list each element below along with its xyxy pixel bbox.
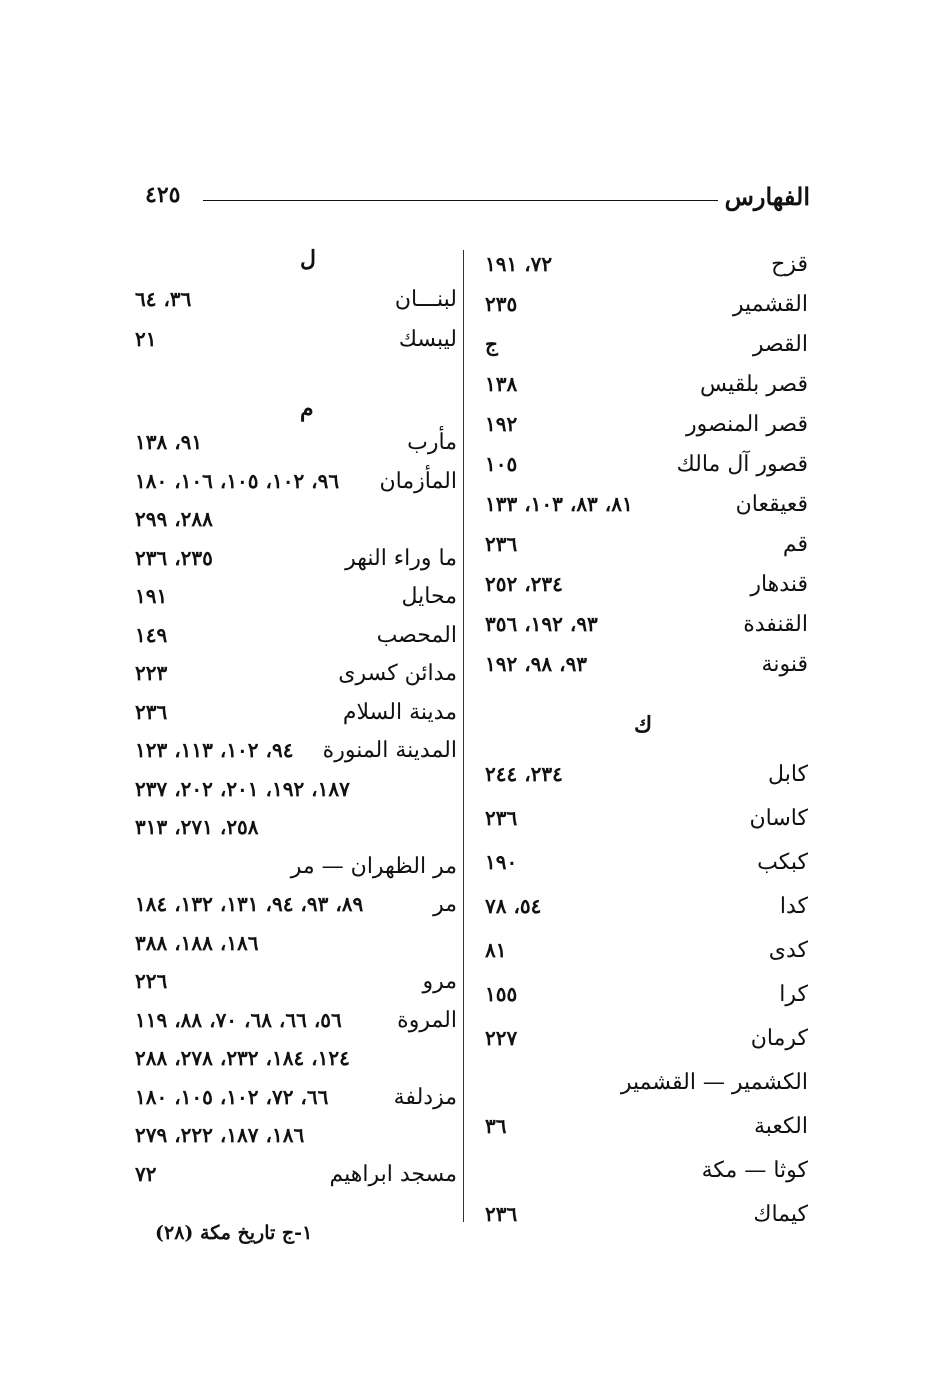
entry-name: القنفدة [743,612,808,637]
header-title: الفهارس [724,182,810,211]
index-entry [485,762,808,802]
entry-pages: ٧٢، ١٩١ [485,252,553,276]
index-entry [485,492,808,532]
entry-pages: ٢٣٦ [485,532,518,556]
index-entry [485,372,808,412]
entry-pages: ٢٣٥ [485,292,518,316]
entry-name: محايل [401,584,457,609]
entry-name: مر [433,892,457,917]
index-entry [135,1085,457,1125]
entry-pages: ١٨٧، ١٩٢، ٢٠١، ٢٠٢، ٢٣٧ [135,776,350,801]
entry-pages: ٥٤، ٧٨ [485,894,542,918]
entry-name: مدائن كسرى [338,661,457,686]
entry-pages: ٦٦، ٧٢، ١٠٢، ١٠٥، ١٨٠ [135,1084,329,1109]
index-entry [485,252,808,292]
index-entry [135,584,457,624]
index-entry [135,661,457,701]
entry-pages: ٣٦، ٦٤ [135,287,192,311]
index-entry [485,412,808,452]
index-entry [135,430,457,470]
entry-pages: ٩٤، ١٠٢، ١١٣، ١٢٣ [135,738,294,762]
entry-name: المدينة المنورة [322,738,457,763]
footer-signature: ١-ج تاريخ مكة (٢٨) [155,1222,313,1244]
entry-name: لبنـــان [394,287,457,312]
entry-name: مرو [422,969,457,994]
index-entry [485,332,808,372]
entry-name: القصر [752,332,808,357]
entry-pages: ٢١ [135,327,157,351]
entry-name: كابل [768,762,808,787]
index-entry [135,287,457,327]
entry-name: المروة [397,1007,457,1033]
entry-pages: ٥٦، ٦٦، ٦٨، ٧٠، ٨٨، ١١٩ [135,1007,342,1032]
index-entry [135,546,457,586]
entry-pages: ٨١، ٨٣، ١٠٣، ١٣٣ [485,492,633,516]
entry-name: قزح [771,252,808,277]
index-entry [485,1202,808,1242]
index-entry [135,1046,457,1086]
entry-pages: ٢٥٨، ٢٧١، ٣١٣ [135,815,259,839]
index-entry [135,738,457,778]
entry-pages: ٣٦ [485,1114,507,1138]
entry-name: كوثا — مكة [701,1158,808,1183]
entry-pages: ١٨٦، ١٨٧، ٢٢٢، ٢٧٩ [135,1123,305,1147]
entry-name: المحصب [376,622,457,648]
entry-pages: ٢٣٦ [485,1202,518,1226]
entry-name: كرا [779,982,808,1007]
entry-name: الكعبة [753,1114,808,1139]
index-entry [135,931,457,971]
entry-name: كاسان [749,806,808,831]
index-entry [135,1008,457,1048]
entry-name: مدينة السلام [342,699,457,725]
index-entry [485,452,808,492]
page-header [145,178,810,218]
page-number: ٤٢٥ [145,182,181,208]
entry-name: ما وراء النهر [345,545,457,571]
index-entry [485,612,808,652]
index-entry [135,1162,457,1202]
entry-name: مسجد ابراهيم [329,1161,457,1187]
index-entry [485,1114,808,1154]
index-entry [485,806,808,846]
entry-pages: ٢٢٣ [135,661,168,685]
index-entry [485,572,808,612]
entry-pages: ١٥٥ [485,982,518,1006]
entry-pages: ٨١ [485,938,507,962]
entry-name: مزدلفة [393,1084,457,1110]
entry-pages: ١٠٥ [485,452,518,476]
entry-pages: ٢٨٨، ٢٩٩ [135,507,213,531]
entry-name: كرمان [750,1026,808,1051]
index-entry [485,938,808,978]
entry-pages: ١٩١ [135,584,168,608]
entry-pages: ٩٦، ١٠٢، ١٠٥، ١٠٦، ١٨٠ [135,468,340,493]
index-entry [135,623,457,663]
index-entry [485,1070,808,1110]
index-entry [485,532,808,572]
header-rule [203,200,718,201]
entry-pages: ٩١، ١٣٨ [135,430,203,454]
entry-pages: ١٢٤، ١٨٤، ٢٣٢، ٢٧٨، ٢٨٨ [135,1046,350,1070]
index-entry [135,815,457,855]
entry-name: قم [782,532,808,557]
entry-name: مأرب [407,430,457,455]
index-entry [485,652,808,692]
entry-name: القشمير [732,292,808,317]
index-entry [135,969,457,1009]
entry-name: كدى [768,938,808,963]
entry-pages: ٢٣٥، ٢٣٦ [135,545,213,570]
index-entry [485,982,808,1022]
entry-name: مر الظهران — مر [290,853,457,879]
entry-pages: ٧٢ [135,1161,157,1186]
entry-pages: ج [485,332,498,356]
index-entry [135,777,457,817]
index-entry [485,1026,808,1066]
index-entry [135,327,457,367]
entry-pages: ٩٣، ٩٨، ١٩٢ [485,652,588,676]
entry-pages: ٢٣٤، ٢٤٤ [485,762,563,786]
entry-pages: ١٤٩ [135,622,168,647]
entry-name: كيماك [753,1202,808,1227]
index-entry [485,850,808,890]
index-entry [135,892,457,932]
index-entry [135,700,457,740]
entry-name: كبكب [757,850,808,875]
entry-pages: ٢٣٦ [485,806,518,830]
index-entry [485,894,808,934]
entry-name: كدا [779,894,808,919]
entry-pages: ٢٢٦ [135,969,168,993]
column-divider [463,250,464,1222]
entry-pages: ١٩٠ [485,850,518,874]
entry-pages: ١٩٢ [485,412,518,436]
entry-name: قصور آل مالك [676,452,808,477]
entry-name: قصر المنصور [686,412,808,437]
entry-pages: ٢٢٧ [485,1026,518,1050]
entry-pages: ٨٩، ٩٣، ٩٤، ١٣١، ١٣٢، ١٨٤ [135,892,364,916]
entry-pages: ٢٣٤، ٢٥٢ [485,572,563,596]
entry-name: ليبسك [398,327,457,352]
letter-heading-kaf: ك [634,712,653,738]
index-entry [135,469,457,509]
index-entry [485,1158,808,1198]
entry-name: قعيقعان [735,492,808,517]
entry-name: قصر بلقيس [700,372,808,397]
letter-heading-lam: ل [300,246,316,272]
index-entry [135,854,457,894]
entry-pages: ١٨٦، ١٨٨، ٣٨٨ [135,930,259,955]
entry-name: المأزمان [379,468,457,494]
entry-pages: ٩٣، ١٩٢، ٣٥٦ [485,612,598,636]
index-entry [135,507,457,547]
letter-heading-mim: م [300,396,314,422]
index-entry [135,1123,457,1163]
entry-pages: ٢٣٦ [135,699,168,724]
entry-name: قندهار [750,572,808,597]
entry-name: الكشمير — القشمير [620,1070,808,1095]
index-entry [485,292,808,332]
entry-name: قنونة [761,652,808,677]
entry-pages: ١٣٨ [485,372,518,396]
